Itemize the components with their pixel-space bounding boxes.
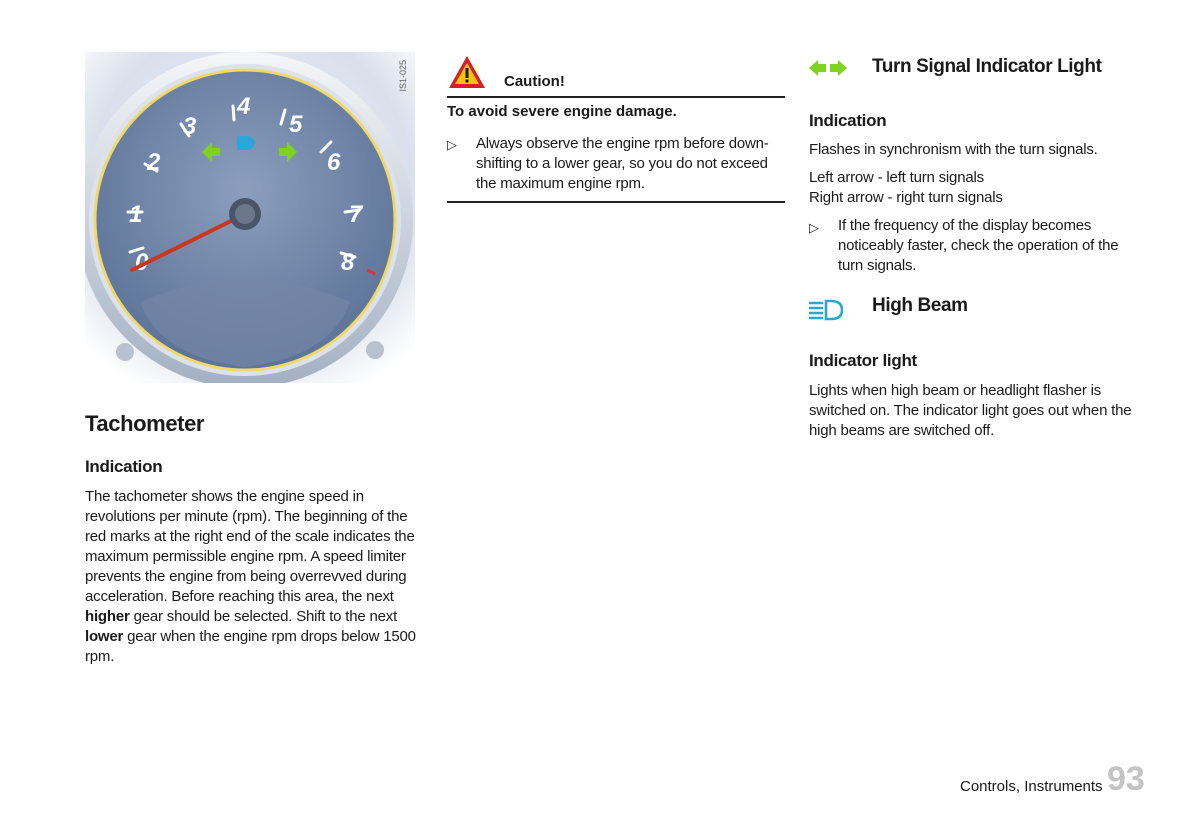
bold-higher: higher [85,608,130,625]
caution-top-rule [447,96,785,98]
svg-text:3: 3 [183,113,197,140]
svg-text:0: 0 [135,249,149,276]
tachometer-title: Tachometer [85,411,205,436]
bullet-arrow-icon: ▷ [809,220,819,235]
page-number: 93 [1107,760,1145,798]
left-arrow-line: Left arrow - left turn signals [809,169,984,186]
turn-signal-arrows-icon [809,58,847,78]
high-beam-title: High Beam [872,295,968,316]
svg-text:7: 7 [349,201,363,228]
turn-signal-description: Flashes in synchronism with the turn signals. [809,141,1098,158]
tachometer-subheading: Indication [85,457,163,476]
high-beam-icon [809,299,843,321]
turn-signal-subheading: Indication [809,111,887,130]
caution-heading: To avoid severe engine damage. [447,103,677,120]
caution-bottom-rule [447,201,785,203]
turn-signal-bullet-text: If the frequency of the display becomes noticeably faster, check the operation of the turn signals. [838,217,1119,274]
high-beam-description: Lights when high beam or headlight flasher is switched on. The indicator light goes out when the high beams are switched off. [809,382,1132,439]
turn-signal-arrow-meaning [809,168,1149,208]
svg-text:6: 6 [327,149,341,176]
tachometer-description: The tachometer shows the engine speed in revolutions per minute (rpm). The beginning of the red marks at the right end of the scale indicates the maximum permissible engine rpm. A speed limiter prevents the engine from being overrevved during acceleration. Before reaching this area, the next higher gear should be selected. Shift to the next lower gear when the engine rpm drops below 1500 rpm. [85,488,416,665]
footer-section-title: Controls, Instruments [960,778,1103,795]
svg-text:8: 8 [341,249,355,276]
svg-text:4: 4 [237,93,251,120]
bullet-arrow-icon: ▷ [447,137,457,152]
svg-text:2: 2 [147,149,161,176]
caution-bullet-text: Always observe the engine rpm before down-shifting to a lower gear, so you do not exceed the maximum engine rpm. [476,135,769,192]
caution-warning-icon [447,54,487,90]
bold-lower: lower [85,628,124,645]
turn-signal-title: Turn Signal Indicator Light [872,56,1102,77]
svg-text:1: 1 [129,201,143,228]
tachometer-image [85,52,415,383]
right-arrow-line: Right arrow - right turn signals [809,189,1003,206]
figure-code: IS1-025 [398,60,408,92]
high-beam-subheading: Indicator light [809,351,917,370]
caution-label: Caution! [504,73,565,90]
svg-text:5: 5 [289,111,303,138]
